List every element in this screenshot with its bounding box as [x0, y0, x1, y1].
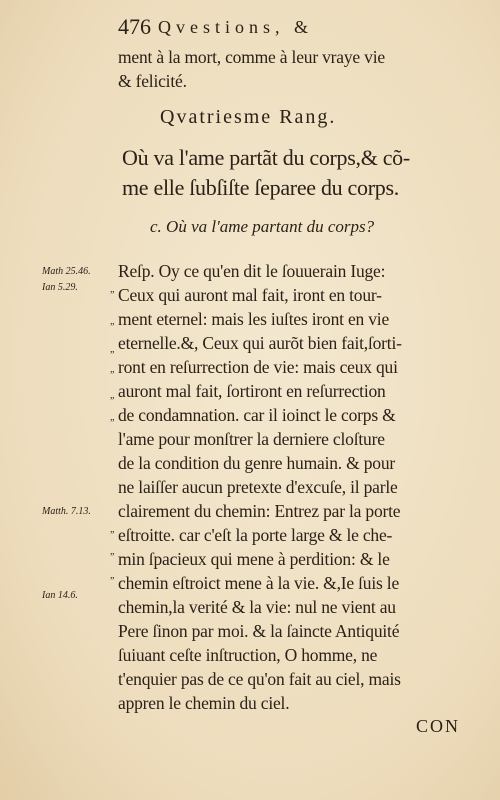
- text-line: l'ame pour monſtrer la derniere cloſture: [118, 429, 385, 449]
- text-line: ſuiuant ceſte inſtruction, O homme, ne: [118, 645, 378, 665]
- text-line: t'enquier pas de ce qu'on fait au ciel, mais: [118, 669, 401, 689]
- quote-mark: ”: [110, 530, 115, 541]
- text-line: Pere ſinon par moi. & la ſaincte Antiquité: [118, 621, 400, 641]
- margin-reference: Math 25.46.: [42, 266, 91, 277]
- text-line: de la condition du genre humain. & pour: [118, 453, 395, 473]
- quote-mark: ”: [110, 322, 115, 333]
- text-line: clairement du chemin: Entrez par la porte: [118, 501, 401, 521]
- quote-mark: ”: [110, 290, 115, 301]
- margin-reference: Ian 14.6.: [42, 590, 78, 601]
- text-line: de condamnation. car il ioinct le corps &: [118, 405, 396, 425]
- text-line: ment à la mort, comme à leur vraye vie: [118, 47, 385, 67]
- quote-mark: ”: [110, 370, 115, 381]
- text-line: ment eternel: mais les iuſtes iront en vie: [118, 309, 390, 329]
- text-line: appren le chemin du ciel.: [118, 693, 290, 713]
- subheading-line: me elle ſubſiſte ſeparee du corps.: [122, 175, 399, 200]
- margin-reference: Matth. 7.13.: [42, 506, 91, 517]
- section-heading: Qvatriesme Rang.: [160, 106, 337, 128]
- quote-mark: ”: [110, 576, 115, 587]
- text-line: ne laiſſer aucun pretexte d'excuſe, il parle: [118, 477, 398, 497]
- text-line: chemin,la verité & la vie: nul ne vient au: [118, 597, 396, 617]
- text-line: Reſp. Oy ce qu'en dit le ſouuerain Iuge:: [118, 261, 386, 281]
- text-line: & felicité.: [118, 71, 187, 91]
- quote-mark: ”: [110, 418, 115, 429]
- text-line: eternelle.&, Ceux qui aurõt bien fait,ſorti-: [118, 333, 402, 353]
- text-line: auront mal fait, ſortiront en reſurrection: [118, 381, 386, 401]
- question-line: c. Où va l'ame partant du corps?: [150, 217, 375, 236]
- text-line: eſtroitte. car c'eſt la porte large & le che-: [118, 525, 393, 545]
- text-line: ront en reſurrection de vie: mais ceux qui: [118, 357, 398, 377]
- quote-mark: ”: [110, 396, 115, 407]
- text-line: chemin eſtroict mene à la vie. &,Ie ſuis le: [118, 573, 400, 593]
- page-number: 476: [118, 14, 151, 39]
- quote-mark: ”: [110, 552, 115, 563]
- subheading-line: Où va l'ame partãt du corps,& cõ-: [122, 145, 410, 170]
- margin-reference: Ian 5.29.: [42, 282, 78, 293]
- quote-mark: ”: [110, 350, 115, 361]
- running-title: Qvestions, &: [158, 17, 314, 37]
- page-header: [118, 14, 468, 42]
- text-line: min ſpacieux qui mene à perdition: & le: [118, 549, 390, 569]
- text-line: Ceux qui auront mal fait, iront en tour-: [118, 285, 382, 305]
- catchword: CON: [415, 716, 460, 736]
